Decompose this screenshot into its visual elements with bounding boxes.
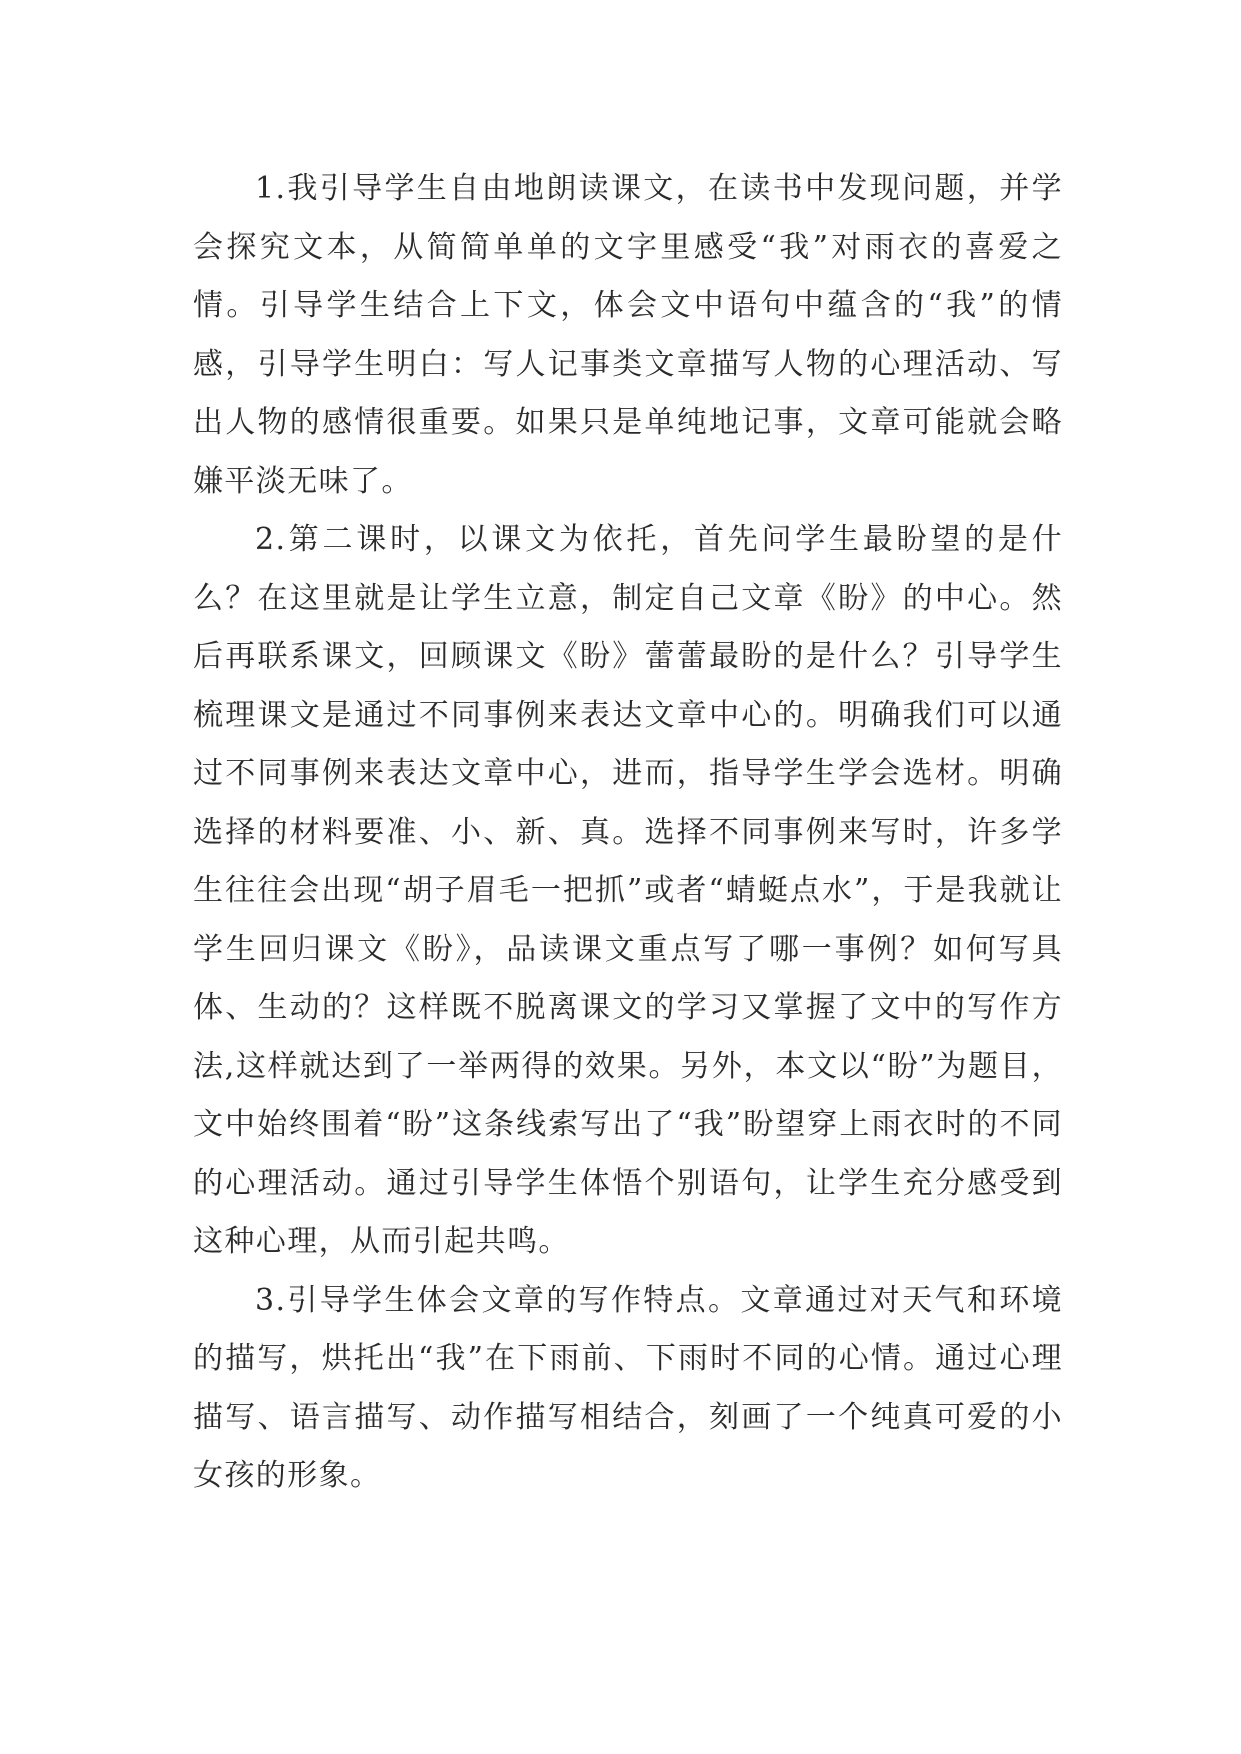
document-body: [193, 160, 1063, 1506]
paragraph-3: 3.引导学生体会文章的写作特点。文章通过对天气和环境的描写，烘托出“我”在下雨前、下雨时不同的心情。通过心理描写、语言描写、动作描写相结合，刻画了一个纯真可爱的小女孩的形象。: [193, 1282, 1063, 1493]
paragraph-2: 2.第二课时，以课文为依托，首先问学生最盼望的是什么？在这里就是让学生立意，制定自己文章《盼》的中心。然后再联系课文，回顾课文《盼》蕾蕾最盼的是什么？引导学生梳理课文是通过不同事例来表达文章中心的。明确我们可以通过不同事例来表达文章中心，进而，指导学生学会选材。明确选择的材料要准、小、新、真。选择不同事例来写时，许多学生往往会出现“胡子眉毛一把抓”或者“蜻蜓点水”，于是我就让学生回归课文《盼》，品读课文重点写了哪一事例？如何写具体、生动的？这样既不脱离课文的学习又掌握了文中的写作方法,这样就达到了一举两得的效果。另外，本文以“盼”为题目，文中始终围着“盼”这条线索写出了“我”盼望穿上雨衣时的不同的心理活动。通过引导学生体悟个别语句，让学生充分感受到这种心理，从而引起共鸣。: [193, 522, 1063, 1259]
paragraph-1: 1.我引导学生自由地朗读课文，在读书中发现问题，并学会探究文本，从简简单单的文字里感受“我”对雨衣的喜爱之情。引导学生结合上下文，体会文中语句中蕴含的“我”的情感，引导学生明白：写人记事类文章描写人物的心理活动、写出人物的感情很重要。如果只是单纯地记事，文章可能就会略嫌平淡无味了。: [193, 171, 1063, 499]
